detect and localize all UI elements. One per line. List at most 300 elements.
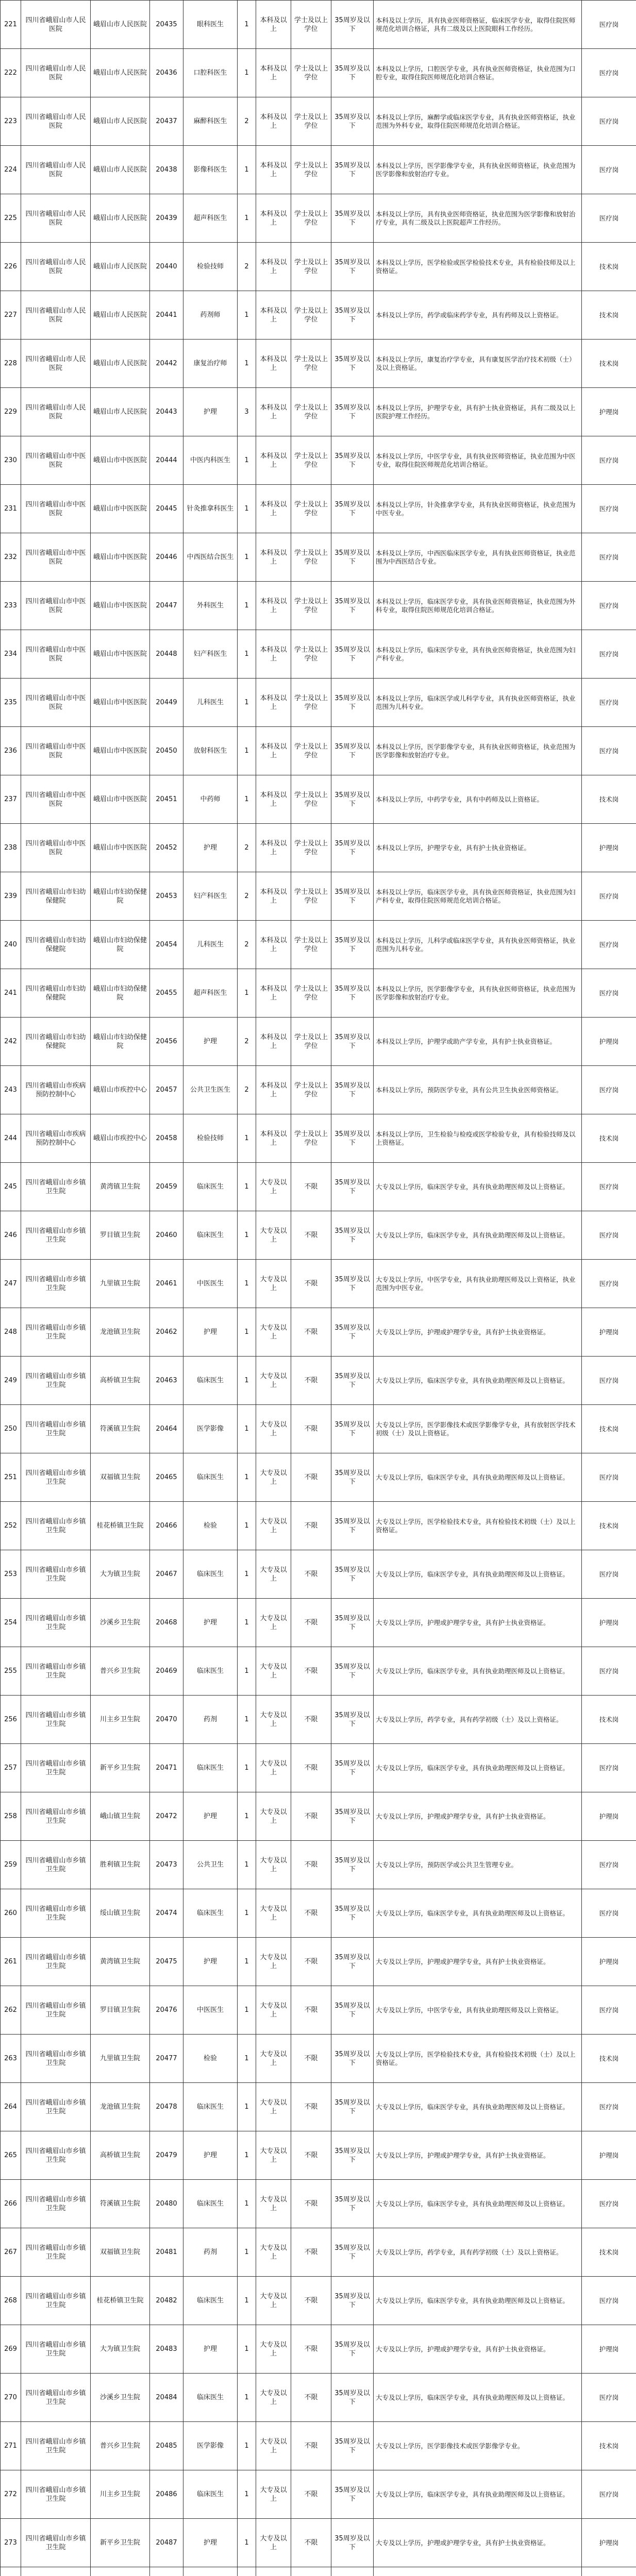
requirement-cell: 大专及以上学历，护理或护理学专业，具有护士执业资格证。 xyxy=(374,2131,582,2180)
education-cell: 大专及以上 xyxy=(256,1938,291,1986)
note-cell: 医疗岗 xyxy=(582,630,636,679)
position-code-cell: 20462 xyxy=(150,1308,183,1357)
age-cell: 35周岁及以下 xyxy=(331,2131,374,2180)
age-cell: 35周岁及以下 xyxy=(331,49,374,97)
age-cell: 35周岁及以下 xyxy=(331,1308,374,1357)
dept-cell: 峨眉山市妇幼保健院 xyxy=(91,969,150,1018)
table-row xyxy=(1,775,636,824)
table-row xyxy=(1,2131,636,2180)
dept-cell xyxy=(91,2567,150,2576)
education-cell: 大专及以上 xyxy=(256,1792,291,1841)
unit-cell xyxy=(21,2567,91,2576)
unit-cell: 四川省峨眉山市乡镇卫生院 xyxy=(21,2422,91,2470)
requirement-cell: 本科及以上学历，医学影像学专业，具有执业医师资格证，执业范围为医学影像和放射治疗专业。 xyxy=(374,146,582,194)
education-cell: 本科及以上 xyxy=(256,872,291,921)
requirement-cell: 大专及以上学历，护理或护理学专业，具有护士执业资格证。 xyxy=(374,1599,582,1647)
degree-cell: 不限 xyxy=(291,2422,331,2470)
degree-cell: 不限 xyxy=(291,1986,331,2035)
hiring-count-cell: 1 xyxy=(238,1357,256,1405)
hiring-count-cell: 1 xyxy=(238,2470,256,2519)
age-cell: 35周岁及以下 xyxy=(331,921,374,969)
dept-cell: 沙溪乡卫生院 xyxy=(91,2374,150,2422)
degree-cell: 不限 xyxy=(291,1792,331,1841)
row-number-cell: 241 xyxy=(1,969,21,1018)
hiring-count-cell: 1 xyxy=(238,1211,256,1260)
position-code-cell: 20454 xyxy=(150,921,183,969)
hiring-count-cell: 1 xyxy=(238,2131,256,2180)
requirement-cell: 大专及以上学历，医学影像技术或医学影像学专业。 xyxy=(374,2422,582,2470)
row-number-cell: 245 xyxy=(1,1163,21,1211)
degree-cell: 学士及以上学位 xyxy=(291,630,331,679)
requirement-cell: 本科及以上学历，临床医学专业，具有执业医师资格证，执业范围为外科专业，取得住院医师规范化培训合格证。 xyxy=(374,582,582,630)
table-row xyxy=(1,1260,636,1308)
position-code-cell: 20474 xyxy=(150,1889,183,1938)
position-name-cell: 临床医生 xyxy=(183,2374,238,2422)
degree-cell: 不限 xyxy=(291,2374,331,2422)
age-cell: 35周岁及以下 xyxy=(331,243,374,291)
requirement-cell: 本科及以上学历，儿科学或临床医学专业，具有执业医师资格证，执业范围为儿科专业。 xyxy=(374,921,582,969)
position-code-cell: 20449 xyxy=(150,679,183,727)
note-cell: 医疗岗 xyxy=(582,1647,636,1696)
note-cell: 技术岗 xyxy=(582,243,636,291)
note-cell: 医疗岗 xyxy=(582,1,636,49)
unit-cell: 四川省峨眉山市乡镇卫生院 xyxy=(21,1260,91,1308)
position-code-cell: 20477 xyxy=(150,2035,183,2083)
dept-cell: 峨眉山市中医医院 xyxy=(91,582,150,630)
row-number-cell xyxy=(1,2567,21,2576)
degree-cell: 不限 xyxy=(291,1260,331,1308)
row-number-cell: 230 xyxy=(1,436,21,485)
requirement-cell: 大专及以上学历，临床医学专业，具有执业助理医师及以上资格证。 xyxy=(374,1744,582,1792)
table-row xyxy=(1,1599,636,1647)
degree-cell: 学士及以上学位 xyxy=(291,388,331,436)
note-cell: 医疗岗 xyxy=(582,485,636,533)
position-code-cell: 20452 xyxy=(150,824,183,872)
education-cell: 大专及以上 xyxy=(256,2325,291,2374)
dept-cell: 大为镇卫生院 xyxy=(91,1550,150,1599)
education-cell: 大专及以上 xyxy=(256,1696,291,1744)
hiring-count-cell: 2 xyxy=(238,243,256,291)
position-code-cell: 20453 xyxy=(150,872,183,921)
table-row xyxy=(1,1066,636,1114)
unit-cell: 四川省峨眉山市中医医院 xyxy=(21,485,91,533)
position-code-cell: 20445 xyxy=(150,485,183,533)
hiring-count-cell: 1 xyxy=(238,146,256,194)
position-code-cell: 20451 xyxy=(150,775,183,824)
dept-cell: 峨眉山市人民医院 xyxy=(91,1,150,49)
requirement-cell: 大专及以上学历，临床医学专业，具有执业助理医师及以上资格证。 xyxy=(374,1647,582,1696)
hiring-count-cell: 1 xyxy=(238,1308,256,1357)
degree-cell: 学士及以上学位 xyxy=(291,485,331,533)
position-name-cell: 检验 xyxy=(183,1502,238,1550)
note-cell: 技术岗 xyxy=(582,291,636,340)
age-cell: 35周岁及以下 xyxy=(331,824,374,872)
note-cell: 护理岗 xyxy=(582,1938,636,1986)
dept-cell: 桂花桥镇卫生院 xyxy=(91,2277,150,2325)
table-row xyxy=(1,1163,636,1211)
age-cell: 35周岁及以下 xyxy=(331,582,374,630)
unit-cell: 四川省峨眉山市乡镇卫生院 xyxy=(21,1986,91,2035)
requirement-cell: 本科及以上学历，护理学或助产学专业，具有护士执业资格证。 xyxy=(374,1018,582,1066)
table-row xyxy=(1,824,636,872)
education-cell: 大专及以上 xyxy=(256,1502,291,1550)
table-row xyxy=(1,2083,636,2131)
degree-cell: 学士及以上学位 xyxy=(291,436,331,485)
education-cell: 本科及以上 xyxy=(256,824,291,872)
age-cell xyxy=(331,2567,374,2576)
unit-cell: 四川省峨眉山市妇幼保健院 xyxy=(21,969,91,1018)
position-name-cell: 临床医生 xyxy=(183,1647,238,1696)
requirement-cell: 本科及以上学历，针灸推拿学专业，具有执业医师资格证，执业范围为中医专业。 xyxy=(374,485,582,533)
position-code-cell: 20485 xyxy=(150,2422,183,2470)
row-number-cell: 237 xyxy=(1,775,21,824)
position-name-cell: 超声科医生 xyxy=(183,969,238,1018)
age-cell: 35周岁及以下 xyxy=(331,2325,374,2374)
position-code-cell: 20444 xyxy=(150,436,183,485)
age-cell: 35周岁及以下 xyxy=(331,1841,374,1889)
row-number-cell: 265 xyxy=(1,2131,21,2180)
requirement-cell: 大专及以上学历，临床医学专业，具有执业助理医师及以上资格证。 xyxy=(374,1357,582,1405)
table-row xyxy=(1,1986,636,2035)
degree-cell: 不限 xyxy=(291,2519,331,2567)
requirement-cell: 大专及以上学历，护理或护理学专业，具有护士执业资格证。 xyxy=(374,1938,582,1986)
age-cell: 35周岁及以下 xyxy=(331,1405,374,1453)
dept-cell: 峨眉山市人民医院 xyxy=(91,49,150,97)
requirement-cell: 大专及以上学历，中医学专业，具有执业助理医师及以上资格证。 xyxy=(374,1986,582,2035)
row-number-cell: 253 xyxy=(1,1550,21,1599)
dept-cell: 峨眉山市人民医院 xyxy=(91,340,150,388)
note-cell: 技术岗 xyxy=(582,1405,636,1453)
note-cell: 医疗岗 xyxy=(582,1744,636,1792)
row-number-cell: 272 xyxy=(1,2470,21,2519)
position-name-cell: 中西医结合医生 xyxy=(183,533,238,582)
dept-cell: 普兴乡卫生院 xyxy=(91,2422,150,2470)
age-cell: 35周岁及以下 xyxy=(331,1260,374,1308)
note-cell: 技术岗 xyxy=(582,775,636,824)
row-number-cell: 244 xyxy=(1,1114,21,1163)
row-number-cell: 263 xyxy=(1,2035,21,2083)
table-row xyxy=(1,2277,636,2325)
table-row xyxy=(1,2035,636,2083)
note-cell xyxy=(582,2567,636,2576)
requirement-cell: 大专及以上学历，临床医学专业，具有执业助理医师及以上资格证。 xyxy=(374,1550,582,1599)
degree-cell: 学士及以上学位 xyxy=(291,1066,331,1114)
position-name-cell: 护理 xyxy=(183,2131,238,2180)
position-name-cell: 公共卫生医生 xyxy=(183,1066,238,1114)
education-cell: 大专及以上 xyxy=(256,1744,291,1792)
degree-cell: 学士及以上学位 xyxy=(291,1018,331,1066)
hiring-count-cell: 1 xyxy=(238,2228,256,2277)
hiring-count-cell: 1 xyxy=(238,630,256,679)
requirement-cell: 本科及以上学历，护理学专业，具有护士执业资格证。 xyxy=(374,824,582,872)
dept-cell: 大为镇卫生院 xyxy=(91,2325,150,2374)
degree-cell: 不限 xyxy=(291,1938,331,1986)
hiring-count-cell: 1 xyxy=(238,1647,256,1696)
unit-cell: 四川省峨眉山市妇幼保健院 xyxy=(21,921,91,969)
requirement-cell: 大专及以上学历，临床医学专业，具有执业助理医师及以上资格证。 xyxy=(374,1453,582,1502)
position-name-cell: 妇产科医生 xyxy=(183,630,238,679)
education-cell: 大专及以上 xyxy=(256,2422,291,2470)
requirement-cell: 本科及以上学历，具有执业医师资格证，执业范围为医学影像和放射治疗专业，具有二级及以上医院超声工作经历。 xyxy=(374,194,582,243)
note-cell: 技术岗 xyxy=(582,2035,636,2083)
position-name-cell: 临床医生 xyxy=(183,2180,238,2228)
dept-cell: 峨眉山市人民医院 xyxy=(91,97,150,146)
unit-cell: 四川省峨眉山市人民医院 xyxy=(21,340,91,388)
position-code-cell: 20443 xyxy=(150,388,183,436)
age-cell: 35周岁及以下 xyxy=(331,1453,374,1502)
education-cell: 本科及以上 xyxy=(256,969,291,1018)
note-cell: 医疗岗 xyxy=(582,1211,636,1260)
position-code-cell: 20484 xyxy=(150,2374,183,2422)
table-row xyxy=(1,1696,636,1744)
hiring-count-cell: 1 xyxy=(238,1260,256,1308)
row-number-cell: 269 xyxy=(1,2325,21,2374)
unit-cell: 四川省峨眉山市乡镇卫生院 xyxy=(21,1938,91,1986)
unit-cell: 四川省峨眉山市乡镇卫生院 xyxy=(21,1308,91,1357)
row-number-cell: 267 xyxy=(1,2228,21,2277)
table-row xyxy=(1,2325,636,2374)
dept-cell: 峨眉山市中医医院 xyxy=(91,824,150,872)
requirement-cell: 大专及以上学历，医学检验技术专业，具有检验技术初级（士）及以上资格证。 xyxy=(374,1502,582,1550)
note-cell: 技术岗 xyxy=(582,340,636,388)
row-number-cell: 238 xyxy=(1,824,21,872)
education-cell: 本科及以上 xyxy=(256,243,291,291)
unit-cell: 四川省峨眉山市乡镇卫生院 xyxy=(21,1357,91,1405)
age-cell: 35周岁及以下 xyxy=(331,1599,374,1647)
dept-cell: 峨眉山市妇幼保健院 xyxy=(91,1018,150,1066)
row-number-cell: 248 xyxy=(1,1308,21,1357)
table-row xyxy=(1,340,636,388)
position-code-cell: 20435 xyxy=(150,1,183,49)
education-cell: 大专及以上 xyxy=(256,1647,291,1696)
note-cell: 医疗岗 xyxy=(582,97,636,146)
hiring-count-cell: 1 xyxy=(238,2180,256,2228)
note-cell: 医疗岗 xyxy=(582,1889,636,1938)
degree-cell: 学士及以上学位 xyxy=(291,533,331,582)
table-row xyxy=(1,388,636,436)
unit-cell: 四川省峨眉山市人民医院 xyxy=(21,291,91,340)
row-number-cell: 246 xyxy=(1,1211,21,1260)
position-code-cell: 20441 xyxy=(150,291,183,340)
position-name-cell: 检验技师 xyxy=(183,243,238,291)
hiring-count-cell: 2 xyxy=(238,921,256,969)
degree-cell: 不限 xyxy=(291,2180,331,2228)
row-number-cell: 255 xyxy=(1,1647,21,1696)
dept-cell: 罗目镇卫生院 xyxy=(91,1211,150,1260)
unit-cell: 四川省峨眉山市中医医院 xyxy=(21,679,91,727)
position-code-cell: 20457 xyxy=(150,1066,183,1114)
position-code-cell: 20476 xyxy=(150,1986,183,2035)
unit-cell: 四川省峨眉山市中医医院 xyxy=(21,630,91,679)
position-name-cell: 中药师 xyxy=(183,775,238,824)
unit-cell: 四川省峨眉山市乡镇卫生院 xyxy=(21,1405,91,1453)
position-code-cell: 20442 xyxy=(150,340,183,388)
degree-cell: 学士及以上学位 xyxy=(291,824,331,872)
table-row xyxy=(1,2228,636,2277)
hiring-count-cell: 1 xyxy=(238,1163,256,1211)
degree-cell: 学士及以上学位 xyxy=(291,872,331,921)
position-code-cell: 20479 xyxy=(150,2131,183,2180)
degree-cell: 不限 xyxy=(291,1599,331,1647)
age-cell: 35周岁及以下 xyxy=(331,1889,374,1938)
requirement-cell: 本科及以上学历，中医学专业，具有执业医师资格证，执业范围为中医专业，取得住院医师规范化培训合格证。 xyxy=(374,436,582,485)
position-code-cell: 20460 xyxy=(150,1211,183,1260)
table-row xyxy=(1,1018,636,1066)
position-code-cell: 20466 xyxy=(150,1502,183,1550)
table-row xyxy=(1,1,636,49)
position-code-cell: 20455 xyxy=(150,969,183,1018)
position-code-cell xyxy=(150,2567,183,2576)
dept-cell: 黄湾镇卫生院 xyxy=(91,1938,150,1986)
table-row xyxy=(1,97,636,146)
dept-cell: 九里镇卫生院 xyxy=(91,2035,150,2083)
unit-cell: 四川省峨眉山市人民医院 xyxy=(21,49,91,97)
requirement-cell: 本科及以上学历，口腔医学专业，具有执业医师资格证，执业范围为口腔专业，取得住院医师规范化培训合格证。 xyxy=(374,49,582,97)
age-cell: 35周岁及以下 xyxy=(331,727,374,775)
hiring-count-cell: 1 xyxy=(238,1744,256,1792)
hiring-count-cell: 1 xyxy=(238,1696,256,1744)
hiring-count-cell: 1 xyxy=(238,340,256,388)
dept-cell: 符溪镇卫生院 xyxy=(91,2180,150,2228)
requirement-cell: 本科及以上学历，中药学专业，具有中药师及以上资格证。 xyxy=(374,775,582,824)
education-cell: 本科及以上 xyxy=(256,485,291,533)
position-code-cell: 20440 xyxy=(150,243,183,291)
unit-cell: 四川省峨眉山市乡镇卫生院 xyxy=(21,1647,91,1696)
dept-cell: 川主乡卫生院 xyxy=(91,2470,150,2519)
age-cell: 35周岁及以下 xyxy=(331,388,374,436)
requirement-cell: 本科及以上学历，中西医临床医学专业，具有执业医师资格证，执业范围为中西医结合专业。 xyxy=(374,533,582,582)
unit-cell: 四川省峨眉山市乡镇卫生院 xyxy=(21,2035,91,2083)
hiring-count-cell: 1 xyxy=(238,1114,256,1163)
education-cell: 本科及以上 xyxy=(256,97,291,146)
position-name-cell: 护理 xyxy=(183,2519,238,2567)
unit-cell: 四川省峨眉山市乡镇卫生院 xyxy=(21,2131,91,2180)
hiring-count-cell: 1 xyxy=(238,1841,256,1889)
education-cell: 大专及以上 xyxy=(256,2131,291,2180)
row-number-cell: 258 xyxy=(1,1792,21,1841)
note-cell: 护理岗 xyxy=(582,2519,636,2567)
position-code-cell: 20482 xyxy=(150,2277,183,2325)
table-row xyxy=(1,1211,636,1260)
row-number-cell: 252 xyxy=(1,1502,21,1550)
hiring-count-cell: 1 xyxy=(238,291,256,340)
dept-cell: 峨眉山市中医医院 xyxy=(91,485,150,533)
position-name-cell: 公共卫生 xyxy=(183,1841,238,1889)
position-name-cell: 儿科医生 xyxy=(183,921,238,969)
table-row xyxy=(1,533,636,582)
dept-cell: 沙溪乡卫生院 xyxy=(91,1599,150,1647)
age-cell: 35周岁及以下 xyxy=(331,969,374,1018)
degree-cell: 不限 xyxy=(291,1453,331,1502)
degree-cell xyxy=(291,2567,331,2576)
degree-cell: 学士及以上学位 xyxy=(291,727,331,775)
unit-cell: 四川省峨眉山市乡镇卫生院 xyxy=(21,2325,91,2374)
position-name-cell: 麻醉科医生 xyxy=(183,97,238,146)
table-row xyxy=(1,969,636,1018)
degree-cell: 不限 xyxy=(291,2470,331,2519)
unit-cell: 四川省峨眉山市人民医院 xyxy=(21,97,91,146)
dept-cell: 峨眉山市中医医院 xyxy=(91,727,150,775)
age-cell: 35周岁及以下 xyxy=(331,1163,374,1211)
row-number-cell: 235 xyxy=(1,679,21,727)
position-code-cell: 20468 xyxy=(150,1599,183,1647)
position-code-cell: 20465 xyxy=(150,1453,183,1502)
row-number-cell: 254 xyxy=(1,1599,21,1647)
unit-cell: 四川省峨眉山市人民医院 xyxy=(21,1,91,49)
row-number-cell: 256 xyxy=(1,1696,21,1744)
row-number-cell: 243 xyxy=(1,1066,21,1114)
table-row xyxy=(1,921,636,969)
row-number-cell: 260 xyxy=(1,1889,21,1938)
unit-cell: 四川省峨眉山市乡镇卫生院 xyxy=(21,1163,91,1211)
table-row xyxy=(1,436,636,485)
position-name-cell: 临床医生 xyxy=(183,2083,238,2131)
age-cell: 35周岁及以下 xyxy=(331,630,374,679)
requirement-cell: 本科及以上学历，康复治疗学专业，具有康复医学治疗技术初级（士）及以上资格证。 xyxy=(374,340,582,388)
row-number-cell: 229 xyxy=(1,388,21,436)
hiring-count-cell: 1 xyxy=(238,582,256,630)
position-name-cell: 中医医生 xyxy=(183,1260,238,1308)
position-code-cell: 20447 xyxy=(150,582,183,630)
position-code-cell: 20456 xyxy=(150,1018,183,1066)
position-code-cell: 20473 xyxy=(150,1841,183,1889)
education-cell: 大专及以上 xyxy=(256,2277,291,2325)
hiring-count-cell: 1 xyxy=(238,49,256,97)
hiring-count-cell: 2 xyxy=(238,872,256,921)
dept-cell: 新平乡卫生院 xyxy=(91,2519,150,2567)
note-cell: 技术岗 xyxy=(582,1696,636,1744)
table-row xyxy=(1,679,636,727)
hiring-count-cell: 1 xyxy=(238,1550,256,1599)
row-number-cell: 223 xyxy=(1,97,21,146)
note-cell: 医疗岗 xyxy=(582,2470,636,2519)
education-cell: 大专及以上 xyxy=(256,1841,291,1889)
row-number-cell: 264 xyxy=(1,2083,21,2131)
degree-cell: 学士及以上学位 xyxy=(291,921,331,969)
note-cell: 医疗岗 xyxy=(582,1163,636,1211)
education-cell: 本科及以上 xyxy=(256,388,291,436)
age-cell: 35周岁及以下 xyxy=(331,340,374,388)
dept-cell: 九里镇卫生院 xyxy=(91,1260,150,1308)
row-number-cell: 270 xyxy=(1,2374,21,2422)
education-cell: 大专及以上 xyxy=(256,1453,291,1502)
note-cell: 技术岗 xyxy=(582,2422,636,2470)
requirement-cell: 大专及以上学历，药学专业，具有药学初级（士）及以上资格证。 xyxy=(374,2228,582,2277)
degree-cell: 不限 xyxy=(291,2228,331,2277)
position-name-cell: 护理 xyxy=(183,1308,238,1357)
position-name-cell: 外科医生 xyxy=(183,582,238,630)
note-cell: 医疗岗 xyxy=(582,582,636,630)
unit-cell: 四川省峨眉山市乡镇卫生院 xyxy=(21,2180,91,2228)
age-cell: 35周岁及以下 xyxy=(331,2083,374,2131)
degree-cell: 不限 xyxy=(291,1647,331,1696)
requirement-cell: 大专及以上学历，临床医学专业，具有执业助理医师及以上资格证。 xyxy=(374,2180,582,2228)
degree-cell: 不限 xyxy=(291,1696,331,1744)
note-cell: 医疗岗 xyxy=(582,727,636,775)
unit-cell: 四川省峨眉山市人民医院 xyxy=(21,243,91,291)
table-row xyxy=(1,582,636,630)
dept-cell: 高桥镇卫生院 xyxy=(91,2131,150,2180)
note-cell: 医疗岗 xyxy=(582,146,636,194)
dept-cell: 峨眉山市人民医院 xyxy=(91,291,150,340)
position-name-cell: 药剂师 xyxy=(183,291,238,340)
table-row xyxy=(1,872,636,921)
position-name-cell: 医学影像 xyxy=(183,2422,238,2470)
row-number-cell: 266 xyxy=(1,2180,21,2228)
unit-cell: 四川省峨眉山市中医医院 xyxy=(21,436,91,485)
position-name-cell: 临床医生 xyxy=(183,2470,238,2519)
education-cell: 本科及以上 xyxy=(256,727,291,775)
